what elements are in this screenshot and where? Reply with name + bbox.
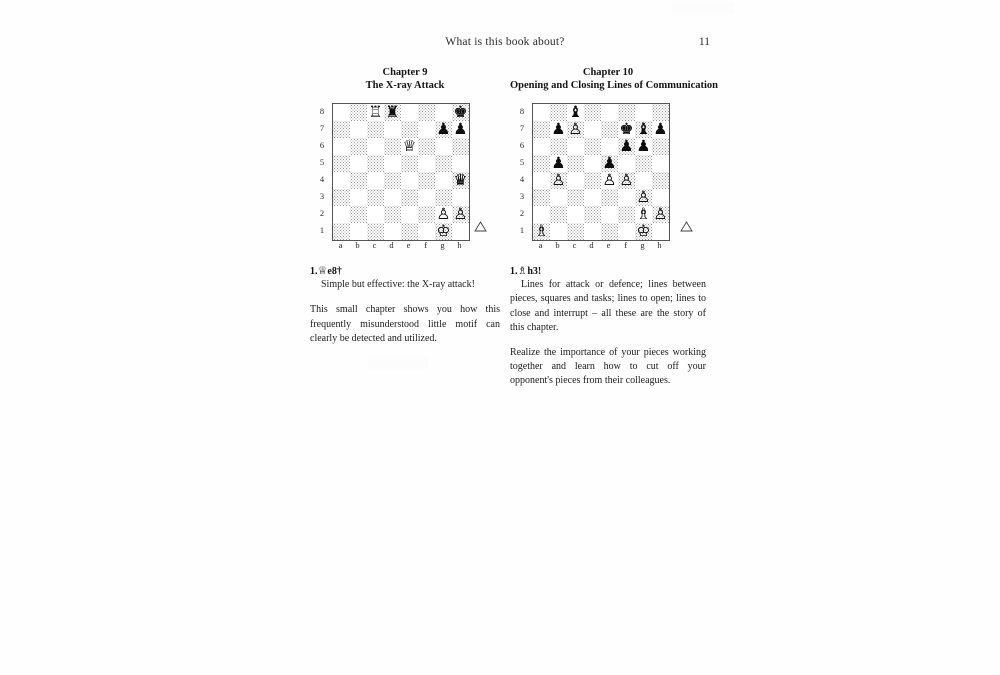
square-b8 <box>550 104 567 121</box>
square-a8 <box>333 104 350 121</box>
square-g8 <box>435 104 452 121</box>
move-square: h3! <box>527 266 542 278</box>
file-label: e <box>406 240 411 251</box>
square-c2 <box>367 206 384 223</box>
white-pawn-piece: ♙ <box>636 188 651 207</box>
paragraph: This small chapter shows you how this frequently misunderstood little motif can clearly be detected and utilized. <box>310 304 500 344</box>
square-b2 <box>350 206 367 223</box>
file-label: a <box>338 240 343 251</box>
black-pawn-piece: ♟ <box>602 154 617 173</box>
black-bishop-piece: ♝ <box>568 103 583 122</box>
square-c1 <box>367 223 384 240</box>
file-label: a <box>538 240 543 251</box>
black-rook-piece: ♜ <box>385 103 400 122</box>
paragraph: Lines for attack or defence; lines between pieces, squares and tasks; lines to open; lines to close and interrupt – all these are the story of this chapter. <box>510 279 706 333</box>
square-g4 <box>635 172 652 189</box>
square-d5 <box>584 155 601 172</box>
column-chapter-9 <box>310 66 500 346</box>
square-a4 <box>333 172 350 189</box>
white-pawn-piece: ♙ <box>551 171 566 190</box>
square-c6 <box>367 138 384 155</box>
square-c6 <box>567 138 584 155</box>
square-f1 <box>418 223 435 240</box>
move-number: 1. <box>510 266 518 278</box>
square-f7 <box>618 121 635 138</box>
square-c7 <box>567 121 584 138</box>
square-h4 <box>652 172 669 189</box>
square-c4 <box>367 172 384 189</box>
square-b3 <box>350 189 367 206</box>
square-h6 <box>652 138 669 155</box>
scan-artifact <box>672 2 734 14</box>
square-c8 <box>567 104 584 121</box>
square-f6 <box>618 138 635 155</box>
square-h5 <box>452 155 469 172</box>
square-h7 <box>452 121 469 138</box>
black-king-piece: ♚ <box>619 120 634 139</box>
square-h1 <box>452 223 469 240</box>
square-a3 <box>333 189 350 206</box>
scan-artifact <box>368 355 428 369</box>
chess-diagram-10 <box>510 100 706 252</box>
file-label: d <box>389 240 394 251</box>
square-f2 <box>418 206 435 223</box>
square-c3 <box>567 189 584 206</box>
rank-label: 5 <box>519 157 525 168</box>
square-b6 <box>550 138 567 155</box>
chapter-number-10: Chapter 10 <box>582 67 634 78</box>
rank-label: 2 <box>519 208 525 219</box>
square-d6 <box>384 138 401 155</box>
square-a6 <box>533 138 550 155</box>
file-label: h <box>457 240 462 251</box>
square-a5 <box>333 155 350 172</box>
square-e1 <box>601 223 618 240</box>
rank-label: 8 <box>519 106 525 117</box>
page-number: 11 <box>698 36 710 48</box>
rank-label: 4 <box>519 174 525 185</box>
file-label: d <box>589 240 594 251</box>
rank-label: 6 <box>319 140 325 151</box>
square-f3 <box>418 189 435 206</box>
square-g8 <box>635 104 652 121</box>
square-e4 <box>601 172 618 189</box>
square-g4 <box>435 172 452 189</box>
rank-label: 3 <box>319 191 325 202</box>
square-g1 <box>435 223 452 240</box>
file-label: c <box>372 240 377 251</box>
square-c5 <box>367 155 384 172</box>
file-label: g <box>640 240 645 251</box>
white-pawn-piece: ♙ <box>653 205 668 224</box>
chapter-title-9: The X-ray Attack <box>365 80 445 92</box>
black-pawn-piece: ♟ <box>551 154 566 173</box>
square-b6 <box>350 138 367 155</box>
square-d2 <box>384 206 401 223</box>
file-label: f <box>424 240 427 251</box>
square-h8 <box>452 104 469 121</box>
square-c4 <box>567 172 584 189</box>
file-label: h <box>657 240 662 251</box>
square-g6 <box>435 138 452 155</box>
file-label: c <box>572 240 577 251</box>
square-a1 <box>533 223 550 240</box>
square-b5 <box>350 155 367 172</box>
square-e8 <box>601 104 618 121</box>
chapter-title-10: Opening and Closing Lines of Communication <box>510 80 719 92</box>
paragraph: Realize the importance of your pieces working together and learn how to cut off your opponent's pieces from their colleagues. <box>510 347 706 387</box>
square-b8 <box>350 104 367 121</box>
square-a8 <box>533 104 550 121</box>
square-b1 <box>550 223 567 240</box>
square-f6 <box>418 138 435 155</box>
move-square: e8† <box>327 266 342 278</box>
black-king-piece: ♚ <box>453 103 468 122</box>
square-e3 <box>401 189 418 206</box>
square-h3 <box>452 189 469 206</box>
file-labels-9 <box>332 240 468 250</box>
file-label: f <box>624 240 627 251</box>
square-f4 <box>618 172 635 189</box>
square-a3 <box>533 189 550 206</box>
square-f3 <box>618 189 635 206</box>
square-g6 <box>635 138 652 155</box>
square-d4 <box>384 172 401 189</box>
column-chapter-10 <box>510 66 719 389</box>
square-a2 <box>533 206 550 223</box>
square-f8 <box>418 104 435 121</box>
square-f4 <box>418 172 435 189</box>
queen-figurine-icon: ♕ <box>317 264 328 278</box>
square-e6 <box>401 138 418 155</box>
square-g5 <box>435 155 452 172</box>
square-d6 <box>584 138 601 155</box>
square-e7 <box>401 121 418 138</box>
black-pawn-piece: ♟ <box>636 137 651 156</box>
black-pawn-piece: ♟ <box>453 120 468 139</box>
white-pawn-piece: ♙ <box>602 171 617 190</box>
rank-labels-10 <box>516 103 528 239</box>
move-number: 1. <box>310 266 318 278</box>
white-bishop-piece: ♗ <box>636 205 651 224</box>
white-rook-piece: ♖ <box>368 103 383 122</box>
square-c7 <box>367 121 384 138</box>
file-label: b <box>355 240 360 251</box>
square-b3 <box>550 189 567 206</box>
file-labels-10 <box>532 240 668 250</box>
square-h2 <box>652 206 669 223</box>
rank-label: 1 <box>519 225 525 236</box>
square-a7 <box>533 121 550 138</box>
square-d8 <box>584 104 601 121</box>
square-g3 <box>635 189 652 206</box>
square-h7 <box>652 121 669 138</box>
white-king-piece: ♔ <box>436 222 451 241</box>
square-e6 <box>601 138 618 155</box>
square-d2 <box>584 206 601 223</box>
square-e7 <box>601 121 618 138</box>
black-pawn-piece: ♟ <box>619 137 634 156</box>
square-d3 <box>584 189 601 206</box>
square-b5 <box>550 155 567 172</box>
square-e3 <box>601 189 618 206</box>
black-bishop-piece: ♝ <box>636 120 651 139</box>
move-heading-9 <box>310 264 500 277</box>
black-queen-piece: ♛ <box>453 171 468 190</box>
rank-label: 1 <box>319 225 325 236</box>
square-h3 <box>652 189 669 206</box>
chessboard-10 <box>532 103 670 241</box>
white-pawn-piece: ♙ <box>619 171 634 190</box>
square-d4 <box>584 172 601 189</box>
square-b7 <box>550 121 567 138</box>
square-a7 <box>333 121 350 138</box>
square-g2 <box>635 206 652 223</box>
square-d8 <box>384 104 401 121</box>
white-to-move-triangle-icon <box>474 221 488 235</box>
black-pawn-piece: ♟ <box>436 120 451 139</box>
square-d7 <box>584 121 601 138</box>
square-h4 <box>452 172 469 189</box>
square-f5 <box>618 155 635 172</box>
square-e5 <box>401 155 418 172</box>
move-heading-10 <box>510 264 706 277</box>
square-c8 <box>367 104 384 121</box>
square-e8 <box>401 104 418 121</box>
square-g1 <box>635 223 652 240</box>
rank-label: 7 <box>319 123 325 134</box>
square-b4 <box>350 172 367 189</box>
square-d3 <box>384 189 401 206</box>
square-f5 <box>418 155 435 172</box>
chapter-number-9: Chapter 9 <box>382 67 428 78</box>
square-b7 <box>350 121 367 138</box>
square-c2 <box>567 206 584 223</box>
square-a1 <box>333 223 350 240</box>
file-label: g <box>440 240 445 251</box>
square-c5 <box>567 155 584 172</box>
square-d1 <box>384 223 401 240</box>
square-e2 <box>601 206 618 223</box>
square-f2 <box>618 206 635 223</box>
chess-diagram-9 <box>310 100 500 252</box>
white-pawn-piece: ♙ <box>436 205 451 224</box>
white-bishop-piece: ♗ <box>534 222 549 241</box>
white-pawn-piece: ♙ <box>453 205 468 224</box>
square-h5 <box>652 155 669 172</box>
square-e5 <box>601 155 618 172</box>
white-pawn-piece: ♙ <box>568 120 583 139</box>
square-b4 <box>550 172 567 189</box>
rank-labels-9 <box>316 103 328 239</box>
file-label: e <box>606 240 611 251</box>
square-g2 <box>435 206 452 223</box>
running-head: What is this book about? <box>445 36 565 48</box>
square-a2 <box>333 206 350 223</box>
white-king-piece: ♔ <box>636 222 651 241</box>
white-queen-piece: ♕ <box>402 137 417 156</box>
bishop-figurine-icon: ♗ <box>517 264 528 278</box>
square-g7 <box>435 121 452 138</box>
rank-label: 7 <box>519 123 525 134</box>
square-h6 <box>452 138 469 155</box>
white-to-move-triangle-icon <box>680 221 694 235</box>
rank-label: 8 <box>319 106 325 117</box>
rank-label: 2 <box>319 208 325 219</box>
square-e4 <box>401 172 418 189</box>
file-label: b <box>555 240 560 251</box>
square-a4 <box>533 172 550 189</box>
paragraph: Simple but effective: the X-ray attack! <box>321 279 475 291</box>
rank-label: 6 <box>519 140 525 151</box>
square-e2 <box>401 206 418 223</box>
square-d7 <box>384 121 401 138</box>
square-d1 <box>584 223 601 240</box>
black-pawn-piece: ♟ <box>551 120 566 139</box>
rank-label: 4 <box>319 174 325 185</box>
square-b1 <box>350 223 367 240</box>
square-g7 <box>635 121 652 138</box>
rank-label: 3 <box>519 191 525 202</box>
square-b2 <box>550 206 567 223</box>
square-f1 <box>618 223 635 240</box>
square-h8 <box>652 104 669 121</box>
square-c1 <box>567 223 584 240</box>
square-d5 <box>384 155 401 172</box>
black-pawn-piece: ♟ <box>653 120 668 139</box>
square-a6 <box>333 138 350 155</box>
square-g3 <box>435 189 452 206</box>
square-h1 <box>652 223 669 240</box>
square-g5 <box>635 155 652 172</box>
square-e1 <box>401 223 418 240</box>
square-f8 <box>618 104 635 121</box>
chessboard-9 <box>332 103 470 241</box>
square-c3 <box>367 189 384 206</box>
square-a5 <box>533 155 550 172</box>
square-f7 <box>418 121 435 138</box>
square-h2 <box>452 206 469 223</box>
rank-label: 5 <box>319 157 325 168</box>
